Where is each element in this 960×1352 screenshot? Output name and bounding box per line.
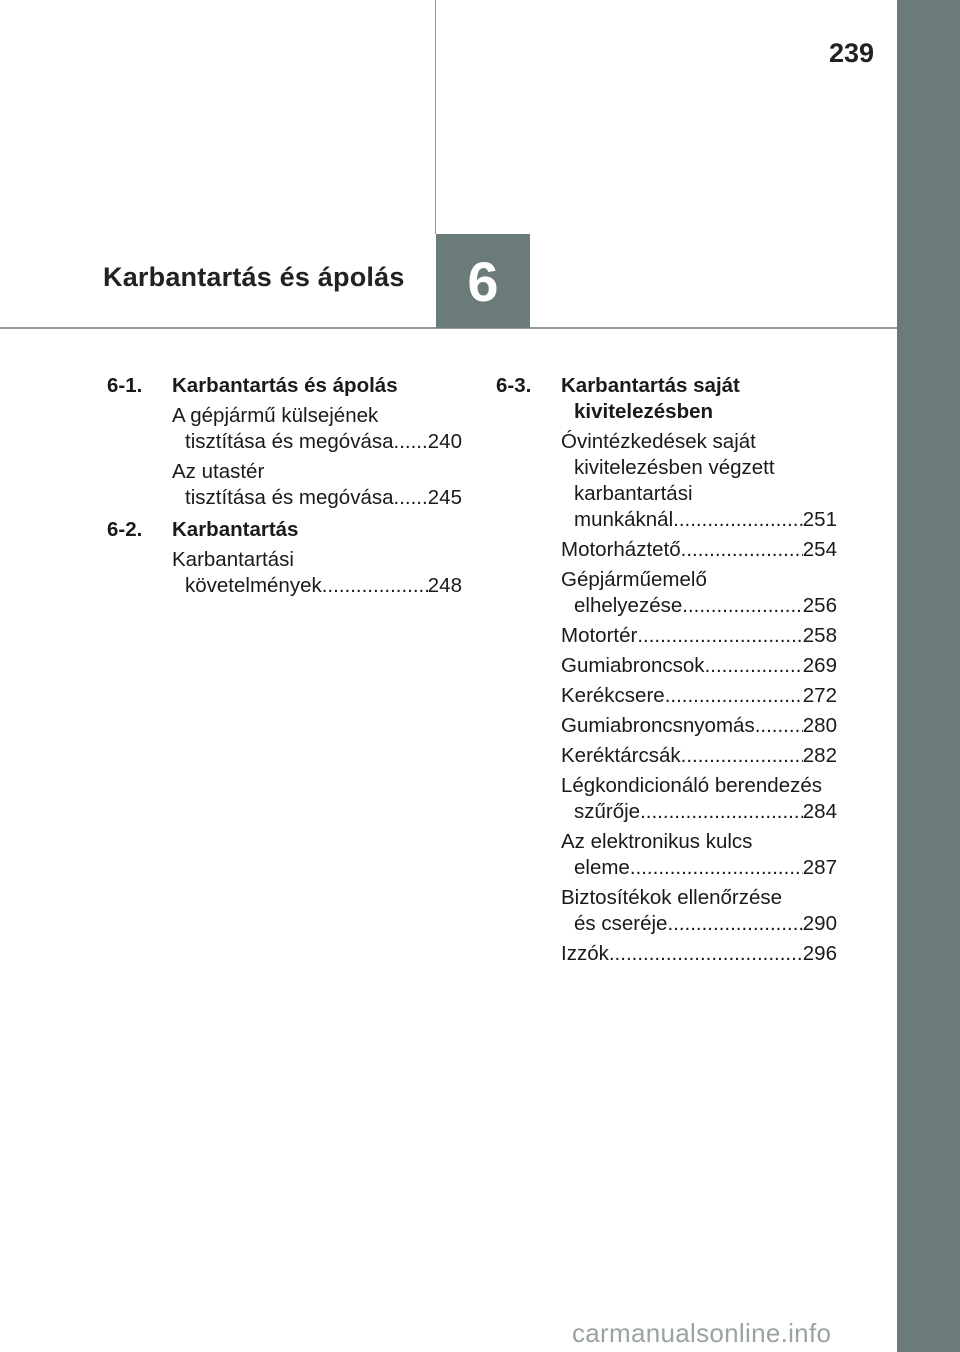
toc-entry [172,403,462,455]
toc-entry-text: tisztítása és megóvása [185,430,394,453]
toc-entry-text: elhelyezése [574,594,683,617]
toc-entry-line [561,683,837,709]
toc-left-column [107,373,462,605]
toc-page-number: 290 [802,912,837,935]
toc-page-number: 269 [802,654,837,677]
toc-entry-line [561,593,837,619]
toc-entry-line [561,653,837,679]
dot-leader [681,743,803,769]
section-number: 6-2. [107,518,143,541]
toc-entry [561,429,837,533]
toc-entry-line [172,573,462,599]
toc-page-number: 282 [802,744,837,767]
toc-entry [561,941,837,967]
dot-leader [640,799,803,825]
toc-entry-line [172,429,462,455]
toc-entry-text: munkáknál [574,508,674,531]
section-heading [107,373,462,399]
toc-section [107,517,462,599]
toc-page-number: 280 [802,714,837,737]
toc-entry-text: eleme [574,856,630,879]
toc-entry-text: tisztítása és megóvása [185,486,394,509]
toc-entry-line [561,911,837,937]
toc-page-number: 256 [802,594,837,617]
toc-page-number: 258 [802,624,837,647]
toc-entry [561,885,837,937]
dot-leader [665,683,803,709]
toc-entry [172,547,462,599]
section-title-line: Karbantartás [172,518,299,541]
dot-leader [630,855,803,881]
section-heading [496,373,837,425]
watermark: carmanualsonline.info [572,1318,832,1348]
dot-leader [322,573,428,599]
dot-leader [673,507,803,533]
toc-entry [561,537,837,563]
page-number: 239 [829,38,875,68]
toc-entry-line [561,537,837,563]
chapter-number: 6 [467,249,499,313]
toc-page-number: 287 [802,856,837,879]
toc-section [107,373,462,511]
section-title-line: Karbantartás és ápolás [172,374,398,397]
section-title [172,373,462,399]
dot-leader [681,537,803,563]
dot-leader [394,485,428,511]
toc-section [496,373,837,967]
toc-entry-line [561,713,837,739]
toc-entry-text: Az elektronikus kulcs [561,830,753,853]
toc-entry-text: Izzók [561,942,609,965]
toc-entry-text: karbantartási [574,482,693,505]
toc-entry-line [561,623,837,649]
toc-entry-text: Kerékcsere [561,684,665,707]
toc-entry [561,773,837,825]
toc-entry [561,683,837,709]
dot-leader [609,941,803,967]
section-title-line: Karbantartás saját [561,374,740,397]
dot-leader [667,911,802,937]
toc-entry-line [561,507,837,533]
toc-entry-text: Motorháztető [561,538,681,561]
toc-entry [561,623,837,649]
dot-leader [637,623,802,649]
section-number: 6-3. [496,374,532,397]
toc-entry-line [561,743,837,769]
toc-page-number: 240 [427,430,462,453]
toc-entry-text: A gépjármű külsejének [172,404,379,427]
toc-page-number: 272 [802,684,837,707]
toc-entry-line [172,485,462,511]
toc-entry [561,567,837,619]
toc-entry-text: Légkondicionáló berendezés [561,774,823,797]
toc-entry-line [561,941,837,967]
toc-entry-text: Gumiabroncsok [561,654,705,677]
toc-entry-text: Az utastér [172,460,265,483]
dot-leader [394,429,428,455]
dot-leader [705,653,803,679]
toc-page-number: 251 [802,508,837,531]
toc-page-number: 254 [802,538,837,561]
toc-entry [561,653,837,679]
toc-page-number: 296 [802,942,837,965]
toc-entry-text: Motortér [561,624,638,647]
chapter-side-tab [897,0,960,1352]
toc-entry-line [561,799,837,825]
toc-page-number: 248 [427,574,462,597]
toc-entry [561,713,837,739]
toc-entry-text: Karbantartási [172,548,294,571]
toc-entry-text: Óvintézkedések saját [561,430,756,453]
toc-right-column [496,373,837,973]
toc-entry-text: és cseréje [574,912,668,935]
toc-entry-text: Gépjárműemelő [561,568,707,591]
toc-page-number: 245 [427,486,462,509]
chapter-number-box [436,234,530,328]
toc-entry [561,743,837,769]
toc-entry-text: Biztosítékok ellenőrzése [561,886,783,909]
toc-page-number: 284 [802,800,837,823]
dot-leader [682,593,803,619]
toc-entry [172,459,462,511]
section-title-line: kivitelezésben [574,400,714,423]
dot-leader [755,713,803,739]
toc-entry-text: szűrője [574,800,641,823]
toc-entry-text: kivitelezésben végzett [574,456,775,479]
toc-entry-line [561,855,837,881]
toc-entry-text: Gumiabroncsnyomás [561,714,755,737]
section-number: 6-1. [107,374,143,397]
section-heading [107,517,462,543]
chapter-title: Karbantartás és ápolás [103,262,405,292]
section-title [172,517,462,543]
toc-entry-text: Keréktárcsák [561,744,681,767]
toc-entry-text: követelmények [185,574,322,597]
section-title [561,373,837,425]
toc-entry [561,829,837,881]
vertical-rule [435,0,436,234]
